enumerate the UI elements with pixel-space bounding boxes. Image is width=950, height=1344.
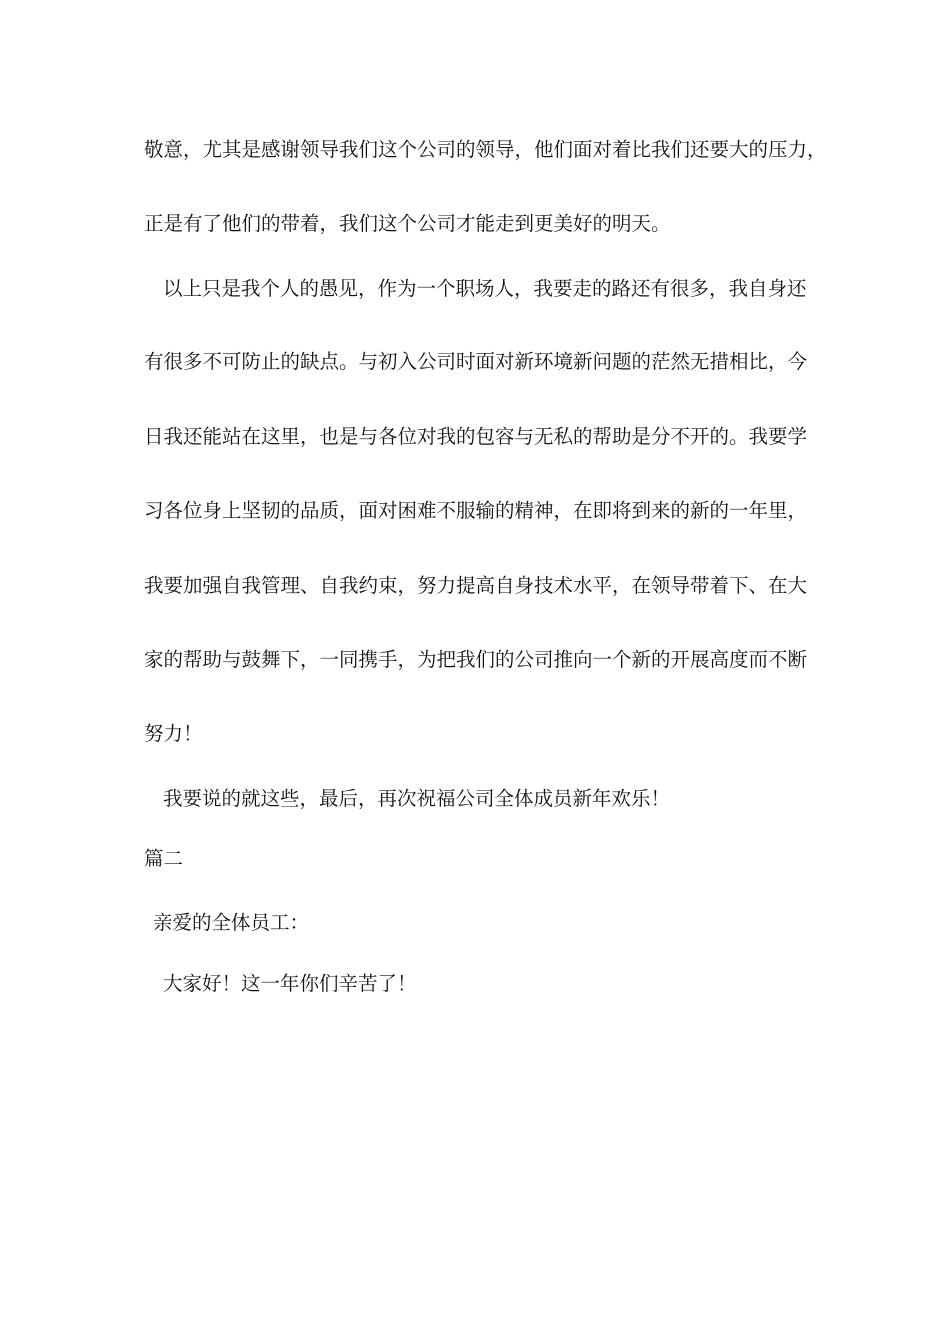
- paragraph-line: 我要加强自我管理、自我约束，努力提高自身技术水平，在领导带着下、在大: [144, 574, 808, 597]
- salutation-line: 亲爱的全体员工：: [153, 911, 310, 934]
- paragraph-line: 习各位身上坚韧的品质，面对困难不服输的精神，在即将到来的新的一年里，: [144, 499, 808, 522]
- paragraph-line: 我要说的就这些，最后，再次祝福公司全体成员新年欢乐！: [163, 787, 671, 810]
- paragraph-line: 努力！: [144, 722, 203, 745]
- paragraph-line: 日我还能站在这里，也是与各位对我的包容与无私的帮助是分不开的。我要学: [144, 425, 808, 448]
- greeting-line: 大家好！这一年你们辛苦了！: [163, 972, 417, 995]
- paragraph-line: 敬意，尤其是感谢领导我们这个公司的领导，他们面对着比我们还要大的压力，: [144, 138, 827, 161]
- paragraph-line: 家的帮助与鼓舞下，一同携手，为把我们的公司推向一个新的开展高度而不断: [144, 648, 808, 671]
- paragraph-line: 以上只是我个人的愚见，作为一个职场人，我要走的路还有很多，我自身还: [163, 277, 807, 300]
- section-heading: 篇二: [144, 847, 184, 870]
- paragraph-line: 有很多不可防止的缺点。与初入公司时面对新环境新问题的茫然无措相比，今: [144, 350, 808, 373]
- paragraph-line: 正是有了他们的带着，我们这个公司才能走到更美好的明天。: [144, 212, 671, 235]
